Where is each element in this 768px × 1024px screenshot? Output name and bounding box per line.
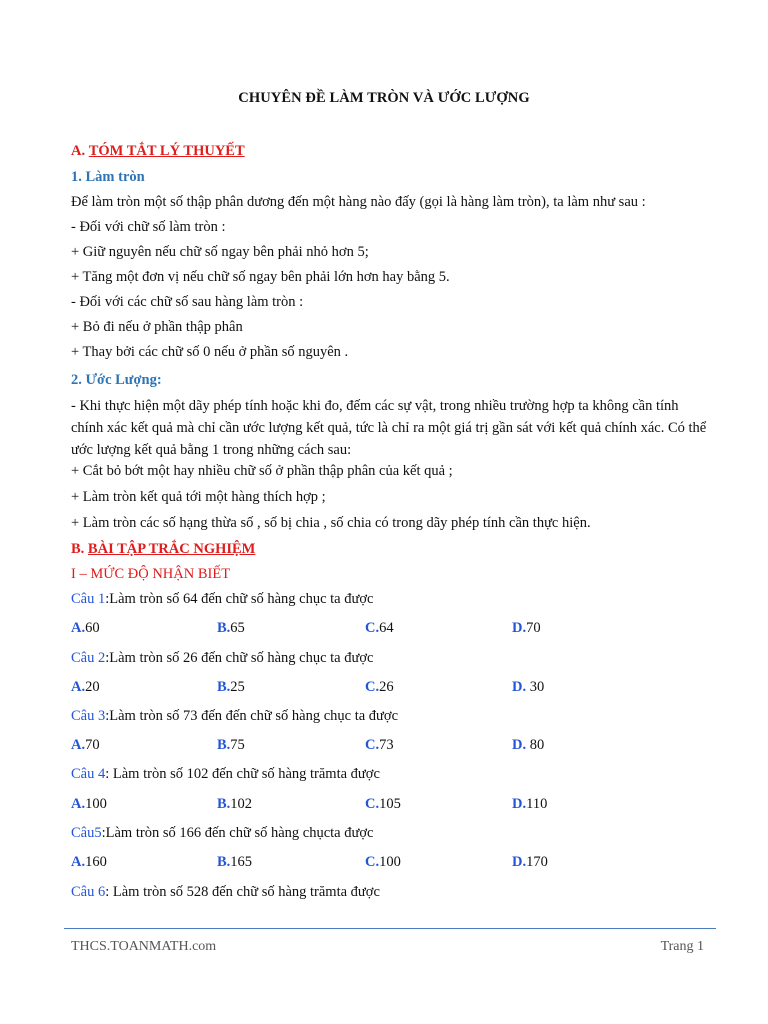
option-a[interactable]: A.100 (71, 796, 107, 812)
question-label: Câu 1 (71, 591, 106, 607)
option-b[interactable]: B.102 (217, 796, 253, 812)
question-label: Câu 6 (71, 884, 106, 900)
option-a[interactable]: A.160 (71, 854, 107, 870)
footer-divider (64, 928, 716, 929)
question-label: Câu 3 (71, 708, 106, 724)
option-a[interactable]: A.60 (71, 620, 100, 636)
estimation-paragraph: - Khi thực hiện một dãy phép tính hoặc khi đo, đếm các sự vật, trong nhiều trường hợp ta không cần tính chính xác kết quả mà chỉ cần ước lượng kết quả, tức là chỉ ra một giá trị gần sát với kết quả chính xác. Có thể ước lượng kết quả bằng 1 trong những cách sau: (71, 398, 707, 458)
question-3 (71, 708, 398, 725)
option-b[interactable]: B.25 (217, 679, 245, 695)
question-label: Câu 4 (71, 766, 106, 782)
option-c[interactable]: C.64 (365, 620, 394, 636)
theory-line: + Làm tròn các số hạng thừa số , số bị chia , số chia có trong dãy phép tính cần thực hiện. (71, 515, 591, 531)
option-a[interactable]: A.70 (71, 737, 100, 753)
option-d[interactable]: D.170 (512, 854, 548, 870)
question-text: :Làm tròn số 73 đến đến chữ số hàng chục ta được (105, 708, 399, 724)
document-title: CHUYÊN ĐỀ LÀM TRÒN VÀ ƯỚC LƯỢNG (238, 90, 530, 106)
option-d[interactable]: D.110 (512, 796, 548, 812)
option-d[interactable]: D.70 (512, 620, 541, 636)
footer-page-number: Trang 1 (660, 939, 704, 954)
option-b[interactable]: B.65 (217, 620, 245, 636)
option-a[interactable]: A.20 (71, 679, 100, 695)
question-5 (71, 825, 373, 842)
footer-site: THCS.TOANMATH.com (71, 939, 217, 954)
option-d[interactable]: D. 30 (512, 679, 545, 695)
question-text: :Làm tròn số 26 đến chữ số hàng chục ta được (105, 650, 374, 666)
question-2 (71, 650, 373, 667)
question-1 (71, 591, 373, 608)
subsection-uoc-luong: 2. Ước Lượng: (71, 372, 162, 388)
subsection-lam-tron: 1. Làm tròn (71, 169, 145, 185)
option-b[interactable]: B.165 (217, 854, 253, 870)
theory-line: + Bỏ đi nếu ở phần thập phân (71, 319, 243, 335)
question-6 (71, 884, 380, 901)
theory-line: Để làm tròn một số thập phân dương đến một hàng nào đấy (gọi là hàng làm tròn), ta làm như sau : (71, 194, 646, 210)
question-label: Câu 2 (71, 650, 106, 666)
question-text: : Làm tròn số 528 đến chữ số hàng trămta được (105, 884, 380, 900)
theory-line: + Cắt bỏ bớt một hay nhiều chữ số ở phần thập phân của kết quả ; (71, 463, 453, 479)
theory-line: - Đối với chữ số làm tròn : (71, 219, 226, 235)
option-d[interactable]: D. 80 (512, 737, 545, 753)
theory-line: + Tăng một đơn vị nếu chữ số ngay bên phải lớn hơn hay bằng 5. (71, 269, 450, 285)
theory-line: + Làm tròn kết quả tới một hàng thích hợp ; (71, 489, 326, 505)
section-a-heading: A. TÓM TẮT LÝ THUYẾT (71, 143, 245, 159)
option-c[interactable]: C.100 (365, 854, 401, 870)
theory-line: - Đối với các chữ số sau hàng làm tròn : (71, 294, 304, 310)
section-b-heading: B. BÀI TẬP TRẮC NGHIỆM (71, 541, 256, 557)
option-c[interactable]: C.26 (365, 679, 394, 695)
question-text: :Làm tròn số 166 đến chữ số hàng chụcta được (101, 825, 374, 841)
option-c[interactable]: C.73 (365, 737, 394, 753)
level-heading: I – MỨC ĐỘ NHẬN BIẾT (71, 566, 231, 582)
question-text: :Làm tròn số 64 đến chữ số hàng chục ta được (105, 591, 374, 607)
option-c[interactable]: C.105 (365, 796, 401, 812)
question-4 (71, 766, 380, 783)
question-label: Câu5 (71, 825, 102, 841)
theory-line: + Giữ nguyên nếu chữ số ngay bên phải nhỏ hơn 5; (71, 244, 369, 260)
theory-line: + Thay bởi các chữ số 0 nếu ở phần số nguyên . (71, 344, 349, 360)
question-text: : Làm tròn số 102 đến chữ số hàng trămta được (105, 766, 380, 782)
option-b[interactable]: B.75 (217, 737, 245, 753)
